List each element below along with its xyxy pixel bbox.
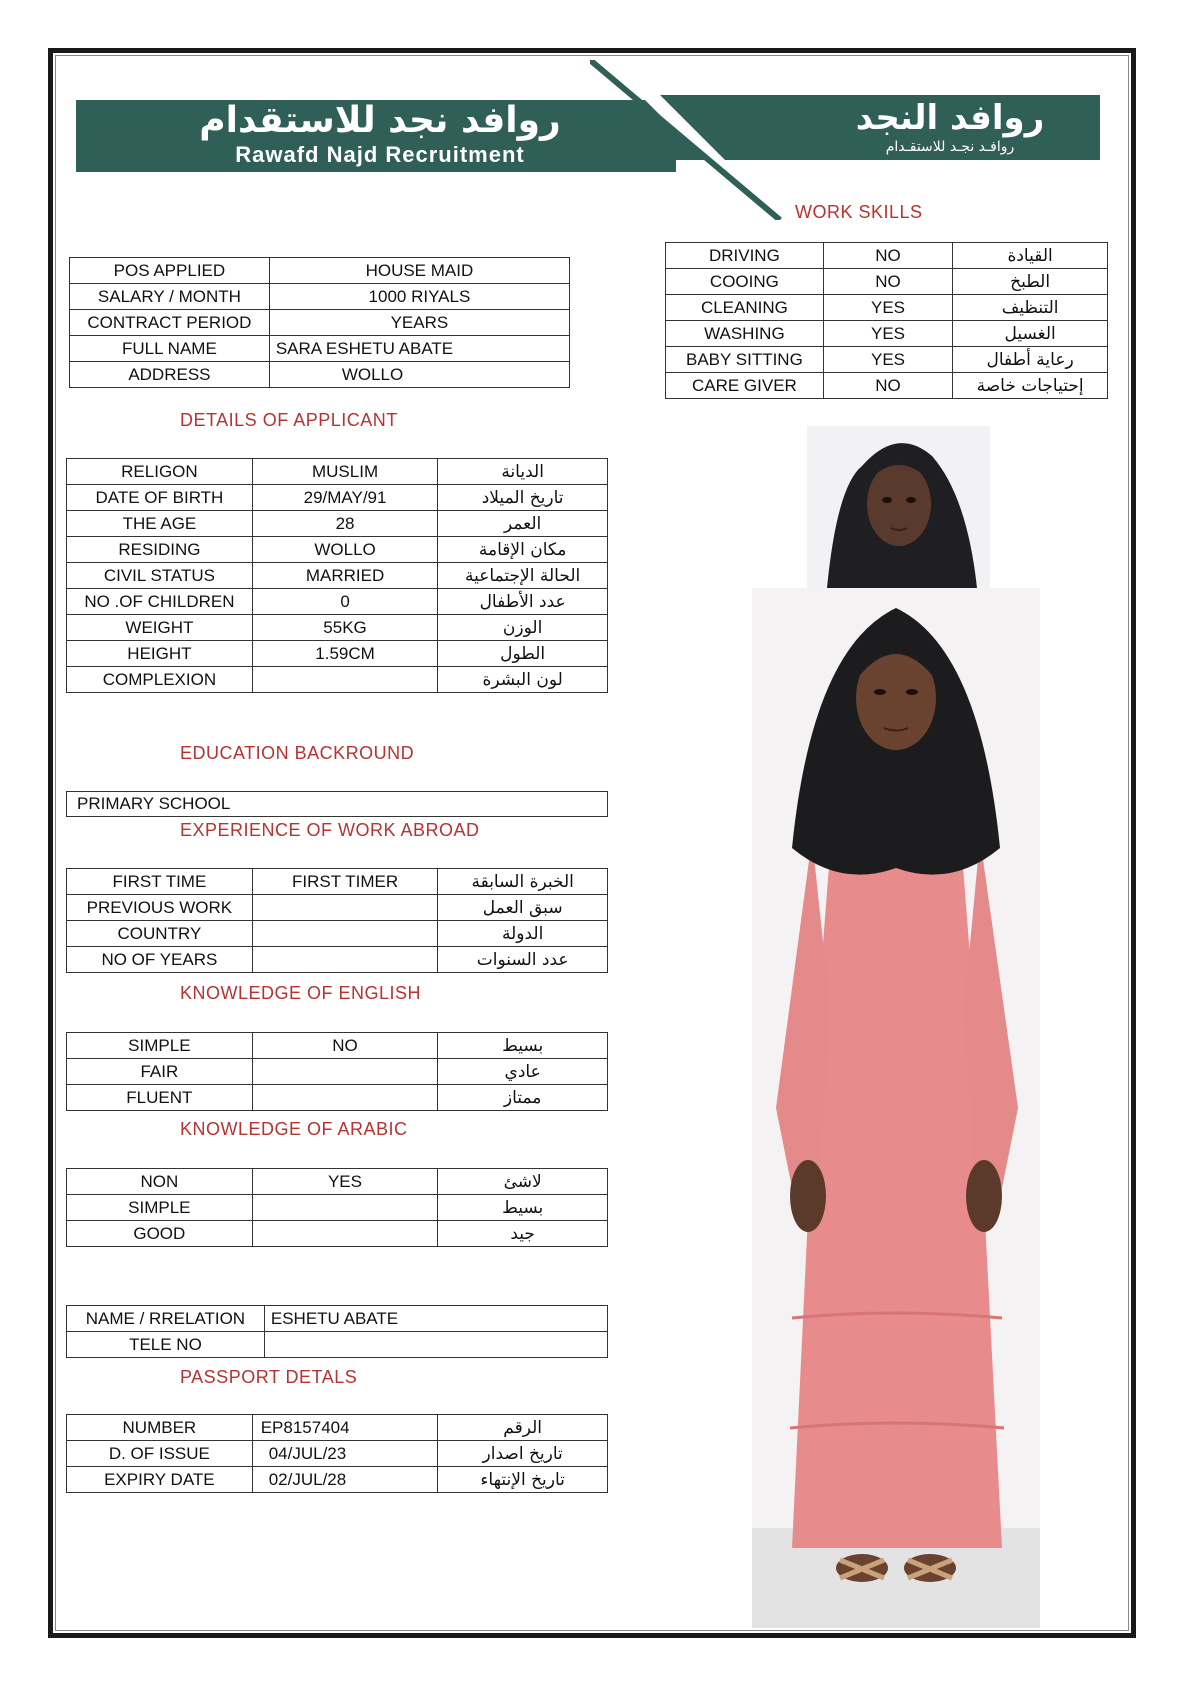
skill-value: NO	[823, 243, 952, 269]
row-arabic: ممتاز	[438, 1085, 608, 1111]
table-row	[666, 243, 1108, 269]
table-row	[67, 1467, 608, 1493]
education-value-box: PRIMARY SCHOOL	[66, 791, 608, 817]
table-row	[67, 1169, 608, 1195]
row-value: MUSLIM	[252, 459, 437, 485]
table-row	[67, 1306, 608, 1332]
table-row	[666, 321, 1108, 347]
row-value	[252, 1085, 438, 1111]
row-label: COUNTRY	[67, 921, 253, 947]
row-value: 29/MAY/91	[252, 485, 437, 511]
row-label: THE AGE	[67, 511, 253, 537]
row-label: NO OF YEARS	[67, 947, 253, 973]
skill-label: DRIVING	[666, 243, 824, 269]
banner-divider-stripe	[590, 60, 790, 220]
skill-label: CARE GIVER	[666, 373, 824, 399]
skill-arabic: التنظيف	[953, 295, 1108, 321]
row-label: NO .OF CHILDREN	[67, 589, 253, 615]
table-row	[70, 336, 570, 362]
table-row	[67, 1059, 608, 1085]
row-label: CONTRACT PERIOD	[70, 310, 270, 336]
skill-arabic: رعاية أطفال	[953, 347, 1108, 373]
row-value: 02/JUL/28	[252, 1467, 438, 1493]
row-value	[252, 1195, 438, 1221]
row-label: FULL NAME	[70, 336, 270, 362]
english-table	[66, 1032, 608, 1111]
table-row	[67, 667, 608, 693]
row-arabic: الديانة	[438, 459, 608, 485]
row-label: EXPIRY DATE	[67, 1467, 253, 1493]
table-row	[67, 459, 608, 485]
skill-value: NO	[823, 269, 952, 295]
row-value: NO	[252, 1033, 438, 1059]
table-row	[666, 295, 1108, 321]
row-label: SIMPLE	[67, 1033, 253, 1059]
row-value: MARRIED	[252, 563, 437, 589]
row-label: HEIGHT	[67, 641, 253, 667]
work-skills-heading: WORK SKILLS	[795, 202, 923, 222]
row-value	[252, 921, 438, 947]
row-label: POS APPLIED	[70, 258, 270, 284]
skill-arabic: الطبخ	[953, 269, 1108, 295]
company-name-arabic: روافد نجد للاستقدام	[199, 100, 561, 141]
row-arabic: بسيط	[438, 1033, 608, 1059]
applicant-details-heading: DETAILS OF APPLICANT	[180, 410, 398, 430]
row-label: DATE OF BIRTH	[67, 485, 253, 511]
table-row	[67, 947, 608, 973]
row-value: 04/JUL/23	[252, 1441, 438, 1467]
row-label: FIRST TIME	[67, 869, 253, 895]
row-value: 28	[252, 511, 437, 537]
table-row	[67, 641, 608, 667]
row-label: FAIR	[67, 1059, 253, 1085]
row-value: WOLLO	[252, 537, 437, 563]
applicant-headshot-photo	[807, 426, 990, 588]
table-row	[67, 537, 608, 563]
row-label: PREVIOUS WORK	[67, 895, 253, 921]
row-arabic: جيد	[438, 1221, 608, 1247]
row-value: HOUSE MAID	[269, 258, 569, 284]
row-arabic: عدد السنوات	[438, 947, 608, 973]
company-logo: روافد النجد	[855, 98, 1045, 138]
skill-label: BABY SITTING	[666, 347, 824, 373]
row-arabic: سبق العمل	[438, 895, 608, 921]
row-value: YEARS	[269, 310, 569, 336]
table-row	[67, 589, 608, 615]
row-label: SALARY / MONTH	[70, 284, 270, 310]
skill-label: CLEANING	[666, 295, 824, 321]
skill-value: NO	[823, 373, 952, 399]
row-arabic: مكان الإقامة	[438, 537, 608, 563]
skill-value: YES	[823, 321, 952, 347]
skill-label: WASHING	[666, 321, 824, 347]
row-label: TELE NO	[67, 1332, 265, 1358]
skill-label: COOING	[666, 269, 824, 295]
row-value	[252, 1221, 438, 1247]
row-label: GOOD	[67, 1221, 253, 1247]
row-label: NAME / RRELATION	[67, 1306, 265, 1332]
row-value: FIRST TIMER	[252, 869, 438, 895]
row-arabic: تاريخ الإنتهاء	[438, 1467, 608, 1493]
row-arabic: الطول	[438, 641, 608, 667]
table-row	[70, 310, 570, 336]
skill-arabic: إحتياجات خاصة	[953, 373, 1108, 399]
row-value	[252, 895, 438, 921]
passport-table	[66, 1414, 608, 1493]
table-row	[70, 284, 570, 310]
row-label: CIVIL STATUS	[67, 563, 253, 589]
row-arabic: الرقم	[438, 1415, 608, 1441]
row-label: COMPLEXION	[67, 667, 253, 693]
table-row	[666, 347, 1108, 373]
row-value	[264, 1332, 607, 1358]
skill-value: YES	[823, 347, 952, 373]
skill-value: YES	[823, 295, 952, 321]
row-value: YES	[252, 1169, 438, 1195]
row-value: ESHETU ABATE	[264, 1306, 607, 1332]
table-row	[67, 1221, 608, 1247]
row-arabic: تاريخ اصدار	[438, 1441, 608, 1467]
table-row	[67, 895, 608, 921]
table-row	[67, 485, 608, 511]
row-label: NUMBER	[67, 1415, 253, 1441]
row-label: NON	[67, 1169, 253, 1195]
relation-table	[66, 1305, 608, 1358]
row-value: 0	[252, 589, 437, 615]
table-row	[67, 869, 608, 895]
table-row	[666, 269, 1108, 295]
table-row	[67, 615, 608, 641]
row-label: RESIDING	[67, 537, 253, 563]
row-label: WEIGHT	[67, 615, 253, 641]
row-arabic: عادي	[438, 1059, 608, 1085]
row-arabic: الحالة الإجتماعية	[438, 563, 608, 589]
skill-arabic: القيادة	[953, 243, 1108, 269]
row-label: SIMPLE	[67, 1195, 253, 1221]
row-value	[252, 947, 438, 973]
table-row	[67, 921, 608, 947]
company-logo-subtitle: روافـد نجـد للاستقـدام	[885, 139, 1015, 155]
table-row	[666, 373, 1108, 399]
row-arabic: العمر	[438, 511, 608, 537]
table-row	[67, 1441, 608, 1467]
english-heading: KNOWLEDGE OF ENGLISH	[180, 983, 422, 1003]
table-row	[70, 362, 570, 388]
work-skills-table	[665, 242, 1108, 399]
row-arabic: بسيط	[438, 1195, 608, 1221]
applicant-details-table	[66, 458, 608, 693]
passport-heading: PASSPORT DETALS	[180, 1367, 358, 1387]
row-value: WOLLO	[269, 362, 569, 388]
experience-heading: EXPERIENCE OF WORK ABROAD	[180, 820, 480, 840]
row-value	[252, 667, 437, 693]
row-label: RELIGON	[67, 459, 253, 485]
table-row	[67, 1332, 608, 1358]
row-label: ADDRESS	[70, 362, 270, 388]
row-arabic: لون البشرة	[438, 667, 608, 693]
row-arabic: لاشئ	[438, 1169, 608, 1195]
table-row	[67, 511, 608, 537]
row-value	[252, 1059, 438, 1085]
table-row	[67, 1415, 608, 1441]
table-row	[67, 1195, 608, 1221]
row-arabic: الخبرة السابقة	[438, 869, 608, 895]
row-label: FLUENT	[67, 1085, 253, 1111]
row-arabic: الدولة	[438, 921, 608, 947]
skill-arabic: الغسيل	[953, 321, 1108, 347]
table-row	[67, 1033, 608, 1059]
row-value: SARA ESHETU ABATE	[269, 336, 569, 362]
row-value: 1.59CM	[252, 641, 437, 667]
row-arabic: الوزن	[438, 615, 608, 641]
table-row	[70, 258, 570, 284]
arabic-heading: KNOWLEDGE OF ARABIC	[180, 1119, 408, 1139]
education-heading: EDUCATION BACKROUND	[180, 743, 415, 763]
row-value: 55KG	[252, 615, 437, 641]
table-row	[67, 1085, 608, 1111]
row-label: D. OF ISSUE	[67, 1441, 253, 1467]
position-info-table	[69, 257, 570, 388]
row-value: EP8157404	[252, 1415, 438, 1441]
row-arabic: عدد الأطفال	[438, 589, 608, 615]
applicant-full-body-photo	[752, 588, 1040, 1628]
row-arabic: تاريخ الميلاد	[438, 485, 608, 511]
table-row	[67, 563, 608, 589]
row-value: 1000 RIYALS	[269, 284, 569, 310]
experience-table	[66, 868, 608, 973]
company-name-english: Rawafd Najd Recruitment	[235, 142, 525, 167]
arabic-table	[66, 1168, 608, 1247]
